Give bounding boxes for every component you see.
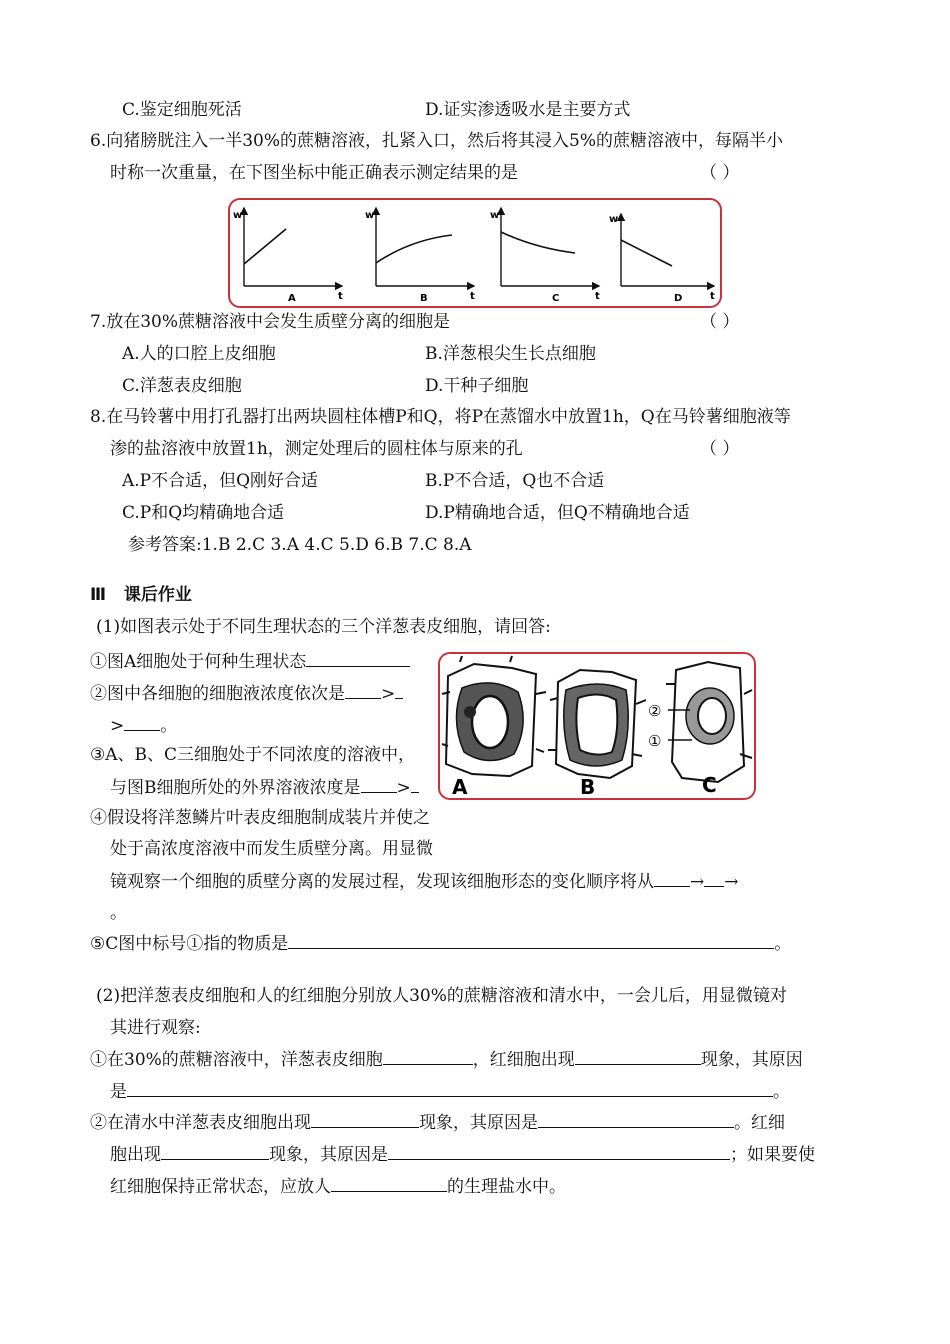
- hw1-sub3-gt: >: [396, 778, 411, 798]
- hw1-sub1-blank[interactable]: [306, 650, 410, 667]
- hw1-intro: (1)如图表示处于不同生理状态的三个洋葱表皮细胞，请回答:: [96, 617, 551, 637]
- q7-option-d: D.干种子细胞: [425, 376, 529, 396]
- graph-c-curve: [501, 232, 575, 253]
- hw2-sub2-line3: [110, 1175, 566, 1198]
- hw2-intro-line1: (2)把洋葱表皮细胞和人的红细胞分别放人30%的蔗糖溶液和清水中，一会儿后，用显微镜对: [96, 986, 787, 1006]
- hw1-sub2-line2: [110, 714, 177, 737]
- graph-c-label: C: [552, 293, 560, 304]
- graph-a-x-label: t: [338, 291, 343, 302]
- section-heading: [90, 584, 192, 606]
- graph-b-x-label: t: [470, 291, 475, 302]
- hw1-sub4-end: 。: [110, 903, 127, 923]
- hw1-sub3-text: 与图B细胞所处的外界溶液浓度是: [110, 778, 361, 798]
- hw2-sub1-line2: [110, 1080, 790, 1103]
- hw1-sub3-blank2[interactable]: [411, 776, 419, 793]
- hw2-sub2-text1: ②在清水中洋葱表皮细胞出现: [90, 1113, 311, 1133]
- hw2-sub2-line2: [110, 1143, 815, 1166]
- hw2-sub2-blank5[interactable]: [331, 1175, 447, 1192]
- q6-graphs-svg: [230, 200, 720, 306]
- q6-stem-line2: 时称一次重量，在下图坐标中能正确表示测定结果的是: [110, 163, 518, 183]
- hw2-sub2-text5: 现象，其原因是: [269, 1145, 388, 1165]
- hw1-sub2-end: 。: [160, 716, 178, 736]
- graph-d-y-label: w: [609, 214, 619, 225]
- hw1-sub1: [90, 650, 410, 673]
- q8-stem-line1: 8.在马铃薯中用打孔器打出两块圆柱体槽P和Q，将P在蒸馏水中放置1h，Q在马铃薯细胞液等: [90, 407, 791, 427]
- graph-b: [365, 208, 475, 304]
- hw1-sub5-text: ⑤C图中标号①指的物质是: [90, 934, 289, 954]
- hw2-sub1-blank1[interactable]: [383, 1048, 473, 1065]
- graph-a-label: A: [288, 293, 296, 304]
- onion-cells-figure: [438, 652, 756, 800]
- cell-c: [648, 662, 752, 797]
- graph-d-curve: [621, 240, 672, 266]
- hw1-sub2-blank3[interactable]: [124, 714, 160, 731]
- q7-option-c: C.洋葱表皮细胞: [122, 376, 242, 396]
- hw2-sub2-text3: 。红细: [734, 1113, 785, 1133]
- q8-stem-line2: 渗的盐溶液中放置1h，测定处理后的圆柱体与原来的孔: [110, 439, 523, 459]
- hw2-sub1-text1: ①在30%的蔗糖溶液中，洋葱表皮细胞: [90, 1050, 383, 1070]
- q7-option-a: A.人的口腔上皮细胞: [122, 344, 276, 364]
- graph-a-y-label: w: [233, 210, 243, 221]
- hw2-sub2-text4: 胞出现: [110, 1145, 161, 1165]
- hw2-sub1-line1: [90, 1048, 803, 1071]
- graph-d-x-label: t: [710, 291, 715, 302]
- q5-option-c: C.鉴定细胞死活: [122, 100, 242, 120]
- hw2-sub1-text4: 是: [110, 1082, 127, 1102]
- graph-b-curve: [376, 235, 452, 263]
- q6-stem-line1: 6.向猪膀胱注入一半30%的蔗糖溶液，扎紧入口，然后将其浸入5%的蔗糖溶液中，每隔半小: [90, 131, 783, 151]
- hw2-sub2-blank4[interactable]: [388, 1143, 730, 1160]
- hw2-sub1-text2: ，红细胞出现: [472, 1050, 575, 1070]
- hw1-sub4-line3: [110, 870, 739, 893]
- cell-c-mark-2: ②: [648, 702, 662, 720]
- hw1-sub1-text: ①图A细胞处于何种生理状态: [90, 652, 307, 672]
- hw1-sub2-gt1: >: [381, 684, 396, 704]
- cell-a: [442, 656, 546, 798]
- hw1-sub3-blank1[interactable]: [361, 776, 397, 793]
- q6-answer-paren: （ ）: [700, 163, 740, 183]
- hw2-sub1-end: 。: [773, 1082, 790, 1102]
- hw1-sub5-end: 。: [774, 934, 792, 954]
- hw1-sub4-arrow2: →: [724, 872, 739, 892]
- hw1-sub3-line1: ③A、B、C三细胞处于不同浓度的溶液中，: [90, 745, 416, 765]
- hw1-sub5: [90, 932, 791, 955]
- hw2-intro-line2: 其进行观察:: [110, 1018, 201, 1038]
- hw2-sub2-text2: 现象，其原因是: [419, 1113, 538, 1133]
- hw1-sub2-gt2: >: [110, 716, 125, 736]
- hw2-sub2-blank3[interactable]: [161, 1143, 269, 1160]
- q6-graphs-figure: [228, 198, 722, 308]
- q8-option-d: D.P精确地合适，但Q不精确地合适: [425, 503, 690, 523]
- hw1-sub5-blank[interactable]: [288, 932, 774, 949]
- onion-cells-svg: [440, 654, 754, 798]
- q5-option-d: D.证实渗透吸水是主要方式: [425, 100, 631, 120]
- hw2-sub2-text6: ；如果要使: [730, 1145, 815, 1165]
- hw1-sub2-text: ②图中各细胞的细胞液浓度依次是: [90, 684, 345, 704]
- hw2-sub2-blank2[interactable]: [538, 1111, 734, 1128]
- q7-answer-paren: （ ）: [700, 312, 740, 332]
- hw1-sub4-arrow1: →: [690, 872, 705, 892]
- cell-c-label: C: [702, 773, 717, 797]
- hw2-sub2-text8: 的生理盐水中。: [447, 1177, 566, 1197]
- q8-option-c: C.P和Q均精确地合适: [122, 503, 285, 523]
- hw2-sub1-blank3[interactable]: [127, 1080, 773, 1097]
- hw1-sub2-line1: [90, 682, 403, 705]
- hw2-sub1-blank2[interactable]: [575, 1048, 701, 1065]
- hw1-sub4-blank1[interactable]: [654, 870, 690, 887]
- section-title: 课后作业: [123, 585, 192, 605]
- graph-b-y-label: w: [365, 210, 375, 221]
- graph-d-label: D: [674, 293, 683, 304]
- hw2-sub1-text3: 现象，其原因: [700, 1050, 803, 1070]
- cell-a-label: A: [452, 775, 468, 798]
- hw1-sub4-line2: 处于高浓度溶液中而发生质壁分离。用显微: [110, 839, 433, 859]
- hw1-sub2-blank2[interactable]: [395, 682, 403, 699]
- q8-option-a: A.P不合适，但Q刚好合适: [122, 471, 319, 491]
- hw2-sub2-text7: 红细胞保持正常状态，应放人: [110, 1177, 331, 1197]
- cell-b-label: B: [580, 775, 596, 798]
- hw2-sub2-blank1[interactable]: [311, 1111, 419, 1128]
- hw1-sub2-blank1[interactable]: [345, 682, 381, 699]
- hw1-sub4-blank2[interactable]: [704, 870, 724, 887]
- section-number: Ⅲ: [90, 585, 107, 605]
- graph-c: [490, 208, 600, 304]
- hw2-sub2-line1: [90, 1111, 785, 1134]
- graph-c-y-label: w: [490, 210, 500, 221]
- reference-answers: 参考答案:1.B 2.C 3.A 4.C 5.D 6.B 7.C 8.A: [128, 535, 472, 555]
- cell-b: [548, 670, 646, 798]
- graph-a: [233, 208, 343, 304]
- cell-c-mark-1: ①: [648, 732, 662, 750]
- q7-stem: 7.放在30%蔗糖溶液中会发生质壁分离的细胞是: [90, 312, 451, 332]
- hw1-sub3-line2: [110, 776, 419, 799]
- graph-c-x-label: t: [595, 291, 600, 302]
- hw1-sub4-line1: ④假设将洋葱鳞片叶表皮细胞制成装片并使之: [90, 808, 430, 828]
- graph-a-curve: [244, 229, 286, 264]
- q8-option-b: B.P不合适，Q也不合适: [425, 471, 605, 491]
- graph-d: [609, 214, 715, 304]
- hw1-sub4-text: 镜观察一个细胞的质壁分离的发展过程，发现该细胞形态的变化顺序将从: [110, 872, 654, 892]
- graph-b-label: B: [420, 293, 428, 304]
- q7-option-b: B.洋葱根尖生长点细胞: [425, 344, 596, 364]
- q8-answer-paren: （ ）: [700, 439, 740, 459]
